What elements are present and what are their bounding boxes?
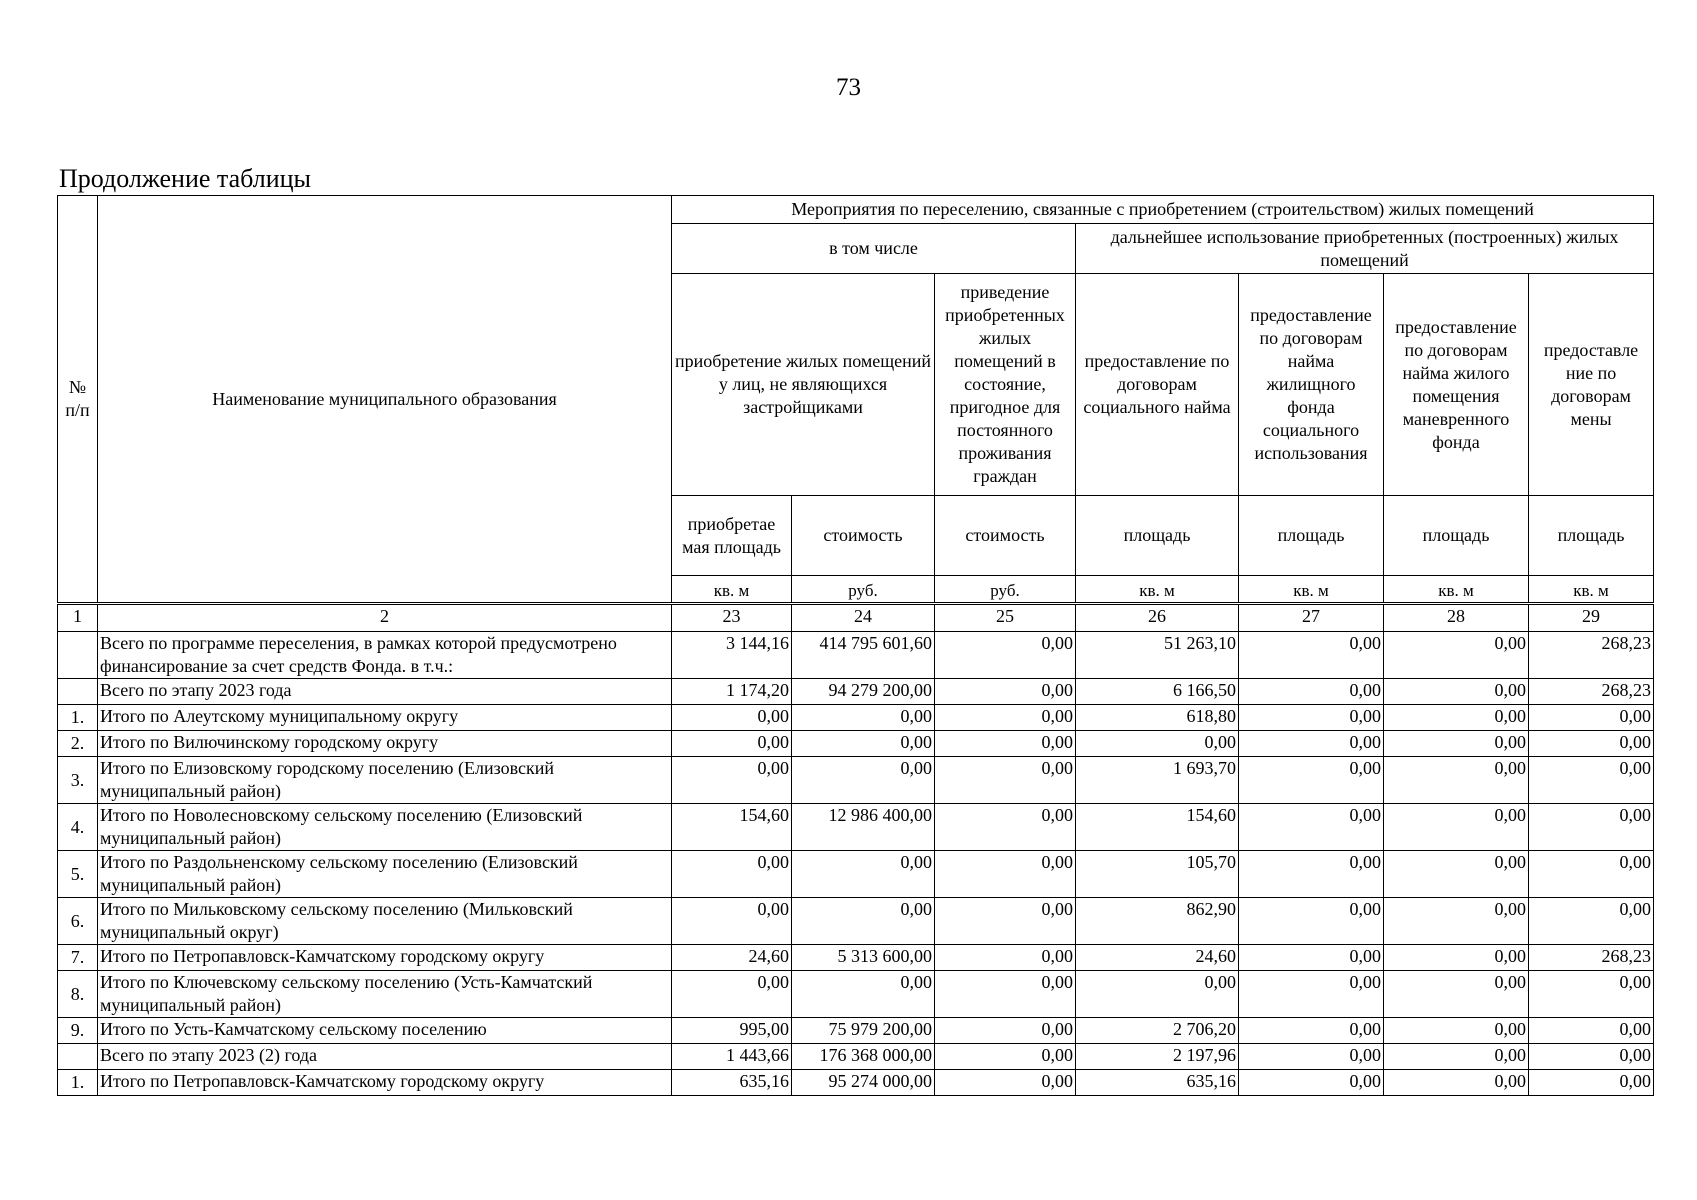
- header-no: № п/п: [58, 196, 98, 604]
- value-cell: 0,00: [1239, 705, 1384, 731]
- value-cell: 0,00: [672, 898, 792, 945]
- value-cell: 0,00: [1384, 632, 1529, 679]
- row-name: Итого по Новолесновскому сельскому поселению (Елизовский муниципальный район): [98, 804, 672, 851]
- value-cell: 0,00: [1384, 851, 1529, 898]
- row-name: Итого по Алеутскому муниципальному округу: [98, 705, 672, 731]
- unit-cell: кв. м: [1529, 576, 1654, 604]
- header-exchange: предоставле ние по договорам мены: [1529, 274, 1654, 496]
- value-cell: 0,00: [1384, 898, 1529, 945]
- value-cell: 0,00: [935, 731, 1076, 757]
- value-cell: 0,00: [935, 1044, 1076, 1070]
- row-index: [58, 1044, 98, 1070]
- value-cell: 6 166,50: [1076, 679, 1239, 705]
- table-row: [58, 679, 1654, 705]
- value-cell: 0,00: [935, 705, 1076, 731]
- table-caption: Продолжение таблицы: [59, 164, 311, 193]
- row-name: Итого по Петропавловск-Камчатскому городскому округу: [98, 945, 672, 971]
- subheader-area4: площадь: [1529, 496, 1654, 576]
- header-social-hire: предоставление по договорам социального найма: [1076, 274, 1239, 496]
- value-cell: 75 979 200,00: [792, 1018, 935, 1044]
- row-name: Итого по Усть-Камчатскому сельскому поселению: [98, 1018, 672, 1044]
- row-index: 1.: [58, 705, 98, 731]
- value-cell: 0,00: [1239, 1044, 1384, 1070]
- unit-cell: кв. м: [1076, 576, 1239, 604]
- table-row: [58, 705, 1654, 731]
- value-cell: 0,00: [1384, 945, 1529, 971]
- value-cell: 0,00: [792, 898, 935, 945]
- value-cell: 0,00: [1529, 757, 1654, 804]
- row-name: Итого по Петропавловск-Камчатскому городскому округу: [98, 1070, 672, 1096]
- table-row: [58, 757, 1654, 804]
- value-cell: 0,00: [1529, 971, 1654, 1018]
- value-cell: 995,00: [672, 1018, 792, 1044]
- row-index: 5.: [58, 851, 98, 898]
- value-cell: 0,00: [792, 705, 935, 731]
- value-cell: 0,00: [1384, 1018, 1529, 1044]
- column-number: 25: [935, 604, 1076, 632]
- page-number: 73: [836, 74, 861, 101]
- value-cell: 2 197,96: [1076, 1044, 1239, 1070]
- value-cell: 0,00: [1239, 679, 1384, 705]
- column-number: 1: [58, 604, 98, 632]
- unit-cell: кв. м: [672, 576, 792, 604]
- column-number: 26: [1076, 604, 1239, 632]
- subheader-area3: площадь: [1384, 496, 1529, 576]
- row-name: Итого по Елизовскому городскому поселению (Елизовский муниципальный район): [98, 757, 672, 804]
- value-cell: 0,00: [1239, 1018, 1384, 1044]
- value-cell: 0,00: [1239, 1070, 1384, 1096]
- subheader-cost2: стоимость: [935, 496, 1076, 576]
- value-cell: 0,00: [1239, 971, 1384, 1018]
- value-cell: 0,00: [792, 851, 935, 898]
- value-cell: 0,00: [1076, 731, 1239, 757]
- value-cell: 0,00: [1239, 757, 1384, 804]
- value-cell: 2 706,20: [1076, 1018, 1239, 1044]
- value-cell: 0,00: [1239, 804, 1384, 851]
- value-cell: 154,60: [1076, 804, 1239, 851]
- value-cell: 0,00: [1529, 1044, 1654, 1070]
- table-row: [58, 971, 1654, 1018]
- column-number: 27: [1239, 604, 1384, 632]
- value-cell: 268,23: [1529, 632, 1654, 679]
- value-cell: 0,00: [1384, 804, 1529, 851]
- row-index: [58, 679, 98, 705]
- column-number: 2: [98, 604, 672, 632]
- value-cell: 51 263,10: [1076, 632, 1239, 679]
- row-index: 6.: [58, 898, 98, 945]
- row-name: Всего по этапу 2023 (2) года: [98, 1044, 672, 1070]
- value-cell: 0,00: [935, 679, 1076, 705]
- unit-cell: руб.: [792, 576, 935, 604]
- value-cell: 0,00: [1529, 1070, 1654, 1096]
- table-row: [58, 804, 1654, 851]
- value-cell: 0,00: [935, 971, 1076, 1018]
- row-name: Итого по Мильковскому сельскому поселению (Мильковский муниципальный округ): [98, 898, 672, 945]
- table-row: [58, 1018, 1654, 1044]
- value-cell: 0,00: [1529, 731, 1654, 757]
- header-group-incl: в том числе: [672, 224, 1076, 274]
- subheader-cost: стоимость: [792, 496, 935, 576]
- row-name: Всего по программе переселения, в рамках которой предусмотрено финансирование за счет средств Фонда. в т.ч.:: [98, 632, 672, 679]
- table-row: [58, 1070, 1654, 1096]
- value-cell: 0,00: [1529, 1018, 1654, 1044]
- value-cell: 0,00: [935, 757, 1076, 804]
- value-cell: 0,00: [672, 971, 792, 1018]
- table-row: [58, 1044, 1654, 1070]
- column-number: 23: [672, 604, 792, 632]
- value-cell: 862,90: [1076, 898, 1239, 945]
- value-cell: 618,80: [1076, 705, 1239, 731]
- value-cell: 0,00: [1384, 705, 1529, 731]
- value-cell: 268,23: [1529, 945, 1654, 971]
- header-social-use: предоставление по договорам найма жилищного фонда социального использования: [1239, 274, 1384, 496]
- value-cell: 0,00: [792, 971, 935, 1018]
- row-index: 1.: [58, 1070, 98, 1096]
- row-name: Итого по Вилючинскому городскому округу: [98, 731, 672, 757]
- row-index: 2.: [58, 731, 98, 757]
- value-cell: 0,00: [672, 705, 792, 731]
- header-acq-nondev: приобретение жилых помещений у лиц, не являющихся застройщиками: [672, 274, 935, 496]
- resettlement-table: [57, 195, 1654, 1096]
- value-cell: 0,00: [935, 851, 1076, 898]
- row-name: Итого по Ключевскому сельскому поселению (Усть-Камчатский муниципальный район): [98, 971, 672, 1018]
- value-cell: 94 279 200,00: [792, 679, 935, 705]
- value-cell: 0,00: [935, 1018, 1076, 1044]
- subheader-area2: площадь: [1239, 496, 1384, 576]
- value-cell: 5 313 600,00: [792, 945, 935, 971]
- row-index: 4.: [58, 804, 98, 851]
- value-cell: 0,00: [1239, 731, 1384, 757]
- value-cell: 414 795 601,60: [792, 632, 935, 679]
- value-cell: 1 443,66: [672, 1044, 792, 1070]
- column-number: 29: [1529, 604, 1654, 632]
- row-index: 8.: [58, 971, 98, 1018]
- value-cell: 0,00: [935, 804, 1076, 851]
- value-cell: 176 368 000,00: [792, 1044, 935, 1070]
- value-cell: 0,00: [1076, 971, 1239, 1018]
- table-row: [58, 632, 1654, 679]
- value-cell: 0,00: [672, 851, 792, 898]
- value-cell: 0,00: [1239, 945, 1384, 971]
- unit-cell: кв. м: [1384, 576, 1529, 604]
- value-cell: 0,00: [1239, 898, 1384, 945]
- table-row: [58, 945, 1654, 971]
- value-cell: 268,23: [1529, 679, 1654, 705]
- row-name: Итого по Раздольненскому сельскому поселению (Елизовский муниципальный район): [98, 851, 672, 898]
- value-cell: 0,00: [1384, 971, 1529, 1018]
- header-maneuver: предоставление по договорам найма жилого помещения маневренного фонда: [1384, 274, 1529, 496]
- value-cell: 635,16: [672, 1070, 792, 1096]
- row-index: 9.: [58, 1018, 98, 1044]
- value-cell: 0,00: [935, 945, 1076, 971]
- value-cell: 0,00: [1384, 731, 1529, 757]
- value-cell: 0,00: [1384, 1044, 1529, 1070]
- column-number: 28: [1384, 604, 1529, 632]
- value-cell: 3 144,16: [672, 632, 792, 679]
- value-cell: 0,00: [672, 757, 792, 804]
- value-cell: 0,00: [935, 632, 1076, 679]
- value-cell: 0,00: [1529, 898, 1654, 945]
- subheader-area-acq: приобретае мая площадь: [672, 496, 792, 576]
- header-name: Наименование муниципального образования: [98, 196, 672, 604]
- row-index: 7.: [58, 945, 98, 971]
- table-row: [58, 898, 1654, 945]
- value-cell: 0,00: [792, 757, 935, 804]
- value-cell: 635,16: [1076, 1070, 1239, 1096]
- value-cell: 95 274 000,00: [792, 1070, 935, 1096]
- row-name: Всего по этапу 2023 года: [98, 679, 672, 705]
- value-cell: 0,00: [1239, 632, 1384, 679]
- row-index: 3.: [58, 757, 98, 804]
- value-cell: 12 986 400,00: [792, 804, 935, 851]
- value-cell: 24,60: [1076, 945, 1239, 971]
- value-cell: 0,00: [1529, 851, 1654, 898]
- value-cell: 105,70: [1076, 851, 1239, 898]
- column-number: 24: [792, 604, 935, 632]
- value-cell: 0,00: [792, 731, 935, 757]
- value-cell: 0,00: [1384, 679, 1529, 705]
- value-cell: 0,00: [935, 1070, 1076, 1096]
- value-cell: 154,60: [672, 804, 792, 851]
- value-cell: 24,60: [672, 945, 792, 971]
- value-cell: 0,00: [1384, 757, 1529, 804]
- unit-cell: кв. м: [1239, 576, 1384, 604]
- row-index: [58, 632, 98, 679]
- value-cell: 0,00: [1239, 851, 1384, 898]
- value-cell: 0,00: [1529, 705, 1654, 731]
- value-cell: 1 174,20: [672, 679, 792, 705]
- header-bring-to-state: приведение приобретенных жилых помещений в состояние, пригодное для постоянного проживания граждан: [935, 274, 1076, 496]
- table-row: [58, 731, 1654, 757]
- header-group-main: Мероприятия по переселению, связанные с приобретением (строительством) жилых помещений: [672, 196, 1654, 224]
- subheader-area1: площадь: [1076, 496, 1239, 576]
- table-row: [58, 851, 1654, 898]
- value-cell: 0,00: [935, 898, 1076, 945]
- value-cell: 0,00: [1529, 804, 1654, 851]
- header-group-further: дальнейшее использование приобретенных (построенных) жилых помещений: [1076, 224, 1654, 274]
- value-cell: 0,00: [1384, 1070, 1529, 1096]
- unit-cell: руб.: [935, 576, 1076, 604]
- value-cell: 0,00: [672, 731, 792, 757]
- value-cell: 1 693,70: [1076, 757, 1239, 804]
